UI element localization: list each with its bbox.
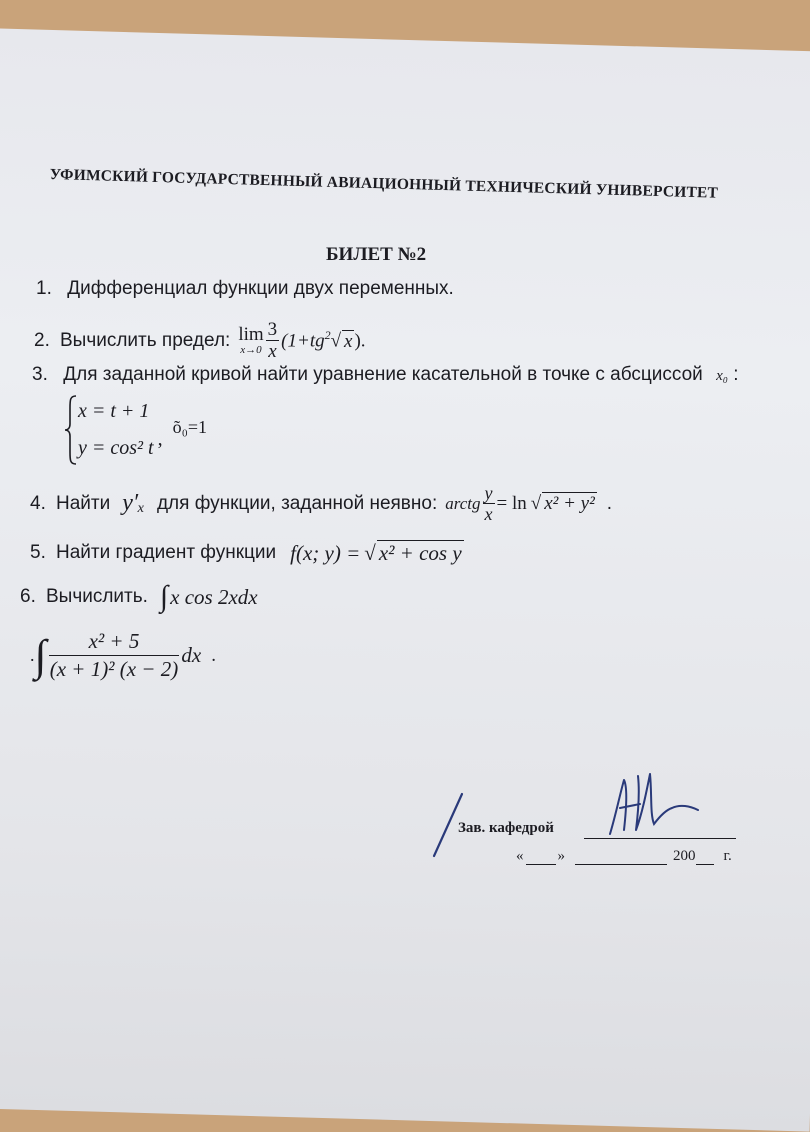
- question-text: Вычислить предел:: [60, 329, 231, 351]
- question-text: Дифференциал функции двух переменных.: [67, 278, 454, 299]
- integral-sign: ∫: [34, 631, 47, 680]
- date-line: [516, 848, 732, 865]
- question-4: [30, 484, 612, 523]
- month-blank: [575, 864, 667, 865]
- rational-integral: [30, 630, 216, 681]
- system-line-1: x = t + 1: [78, 400, 150, 422]
- limit-operator: lim x→0: [238, 324, 264, 356]
- department-head-label: Зав. кафедрой: [458, 820, 554, 836]
- system-line-2: y = cos² t: [78, 437, 154, 459]
- year-suffix: г.: [723, 848, 732, 864]
- day-blank: [526, 864, 556, 865]
- dx-label: dx: [181, 643, 202, 667]
- left-brace-icon: [64, 394, 78, 466]
- arctg-fraction: $\frac{y}{x}$: [484, 483, 493, 524]
- abscissa-var: x₀: [716, 368, 728, 384]
- year-blank: [696, 864, 714, 865]
- rational-fraction: $\frac{\text{x² + 5}}{\text{(x + 1)² (x − 2)}}$: [49, 629, 179, 681]
- date-open-quote: «: [516, 848, 524, 864]
- sqrt-expression: √ x² + y²: [530, 493, 595, 514]
- question-number: 3.: [32, 364, 48, 385]
- question-number: 5.: [30, 542, 46, 563]
- question-text-a: Найти: [56, 492, 111, 514]
- point-value: õ₀=1: [172, 416, 208, 437]
- function-def: f(x; y) =: [290, 540, 361, 565]
- question-number: 1.: [36, 278, 52, 299]
- curve-system: [64, 394, 207, 466]
- ln-label: = ln: [496, 492, 527, 514]
- question-number: 4.: [30, 492, 46, 514]
- question-number: 2.: [34, 329, 50, 351]
- limit-expression: ($1+tg^2√$ x ).: [281, 328, 366, 352]
- question-text: Вычислить.: [46, 586, 148, 607]
- leading-dot: .: [30, 645, 35, 665]
- question-2: [34, 320, 366, 361]
- question-6: [20, 580, 258, 614]
- derivative-symbol: y′ₓ: [122, 490, 145, 516]
- university-name: УФИМСКИЙ ГОСУДАРСТВЕННЫЙ АВИАЦИОННЫЙ ТЕХНИЧЕСКИЙ УНИВЕРСИТЕТ: [49, 166, 719, 202]
- question-text: Для заданной кривой найти уравнение касательной в точке с абсциссой: [63, 364, 703, 385]
- end-period: .: [606, 492, 613, 514]
- integral-expression: x cos 2xdx: [170, 584, 258, 609]
- question-number: 6.: [20, 586, 36, 607]
- question-5: [30, 540, 464, 566]
- integral-sign: ∫: [159, 580, 169, 613]
- system-comma: ,: [157, 427, 163, 450]
- colon: :: [733, 364, 739, 385]
- date-close-quote: »: [557, 848, 565, 864]
- question-1: [36, 278, 454, 300]
- ticket-title: БИЛЕТ №2: [326, 244, 427, 265]
- handwritten-signature-icon: [580, 764, 720, 844]
- year-prefix: 200: [673, 848, 696, 864]
- question-3: [32, 364, 739, 386]
- end-period: .: [211, 644, 216, 666]
- question-text-b: для функции, заданной неявно:: [156, 492, 438, 514]
- arctg-label: arctg: [445, 493, 481, 513]
- sqrt-expression: √ x² + cos y: [364, 541, 462, 565]
- limit-fraction: $\frac{3}{x}$: [267, 319, 278, 362]
- question-text: Найти градиент функции: [56, 542, 277, 563]
